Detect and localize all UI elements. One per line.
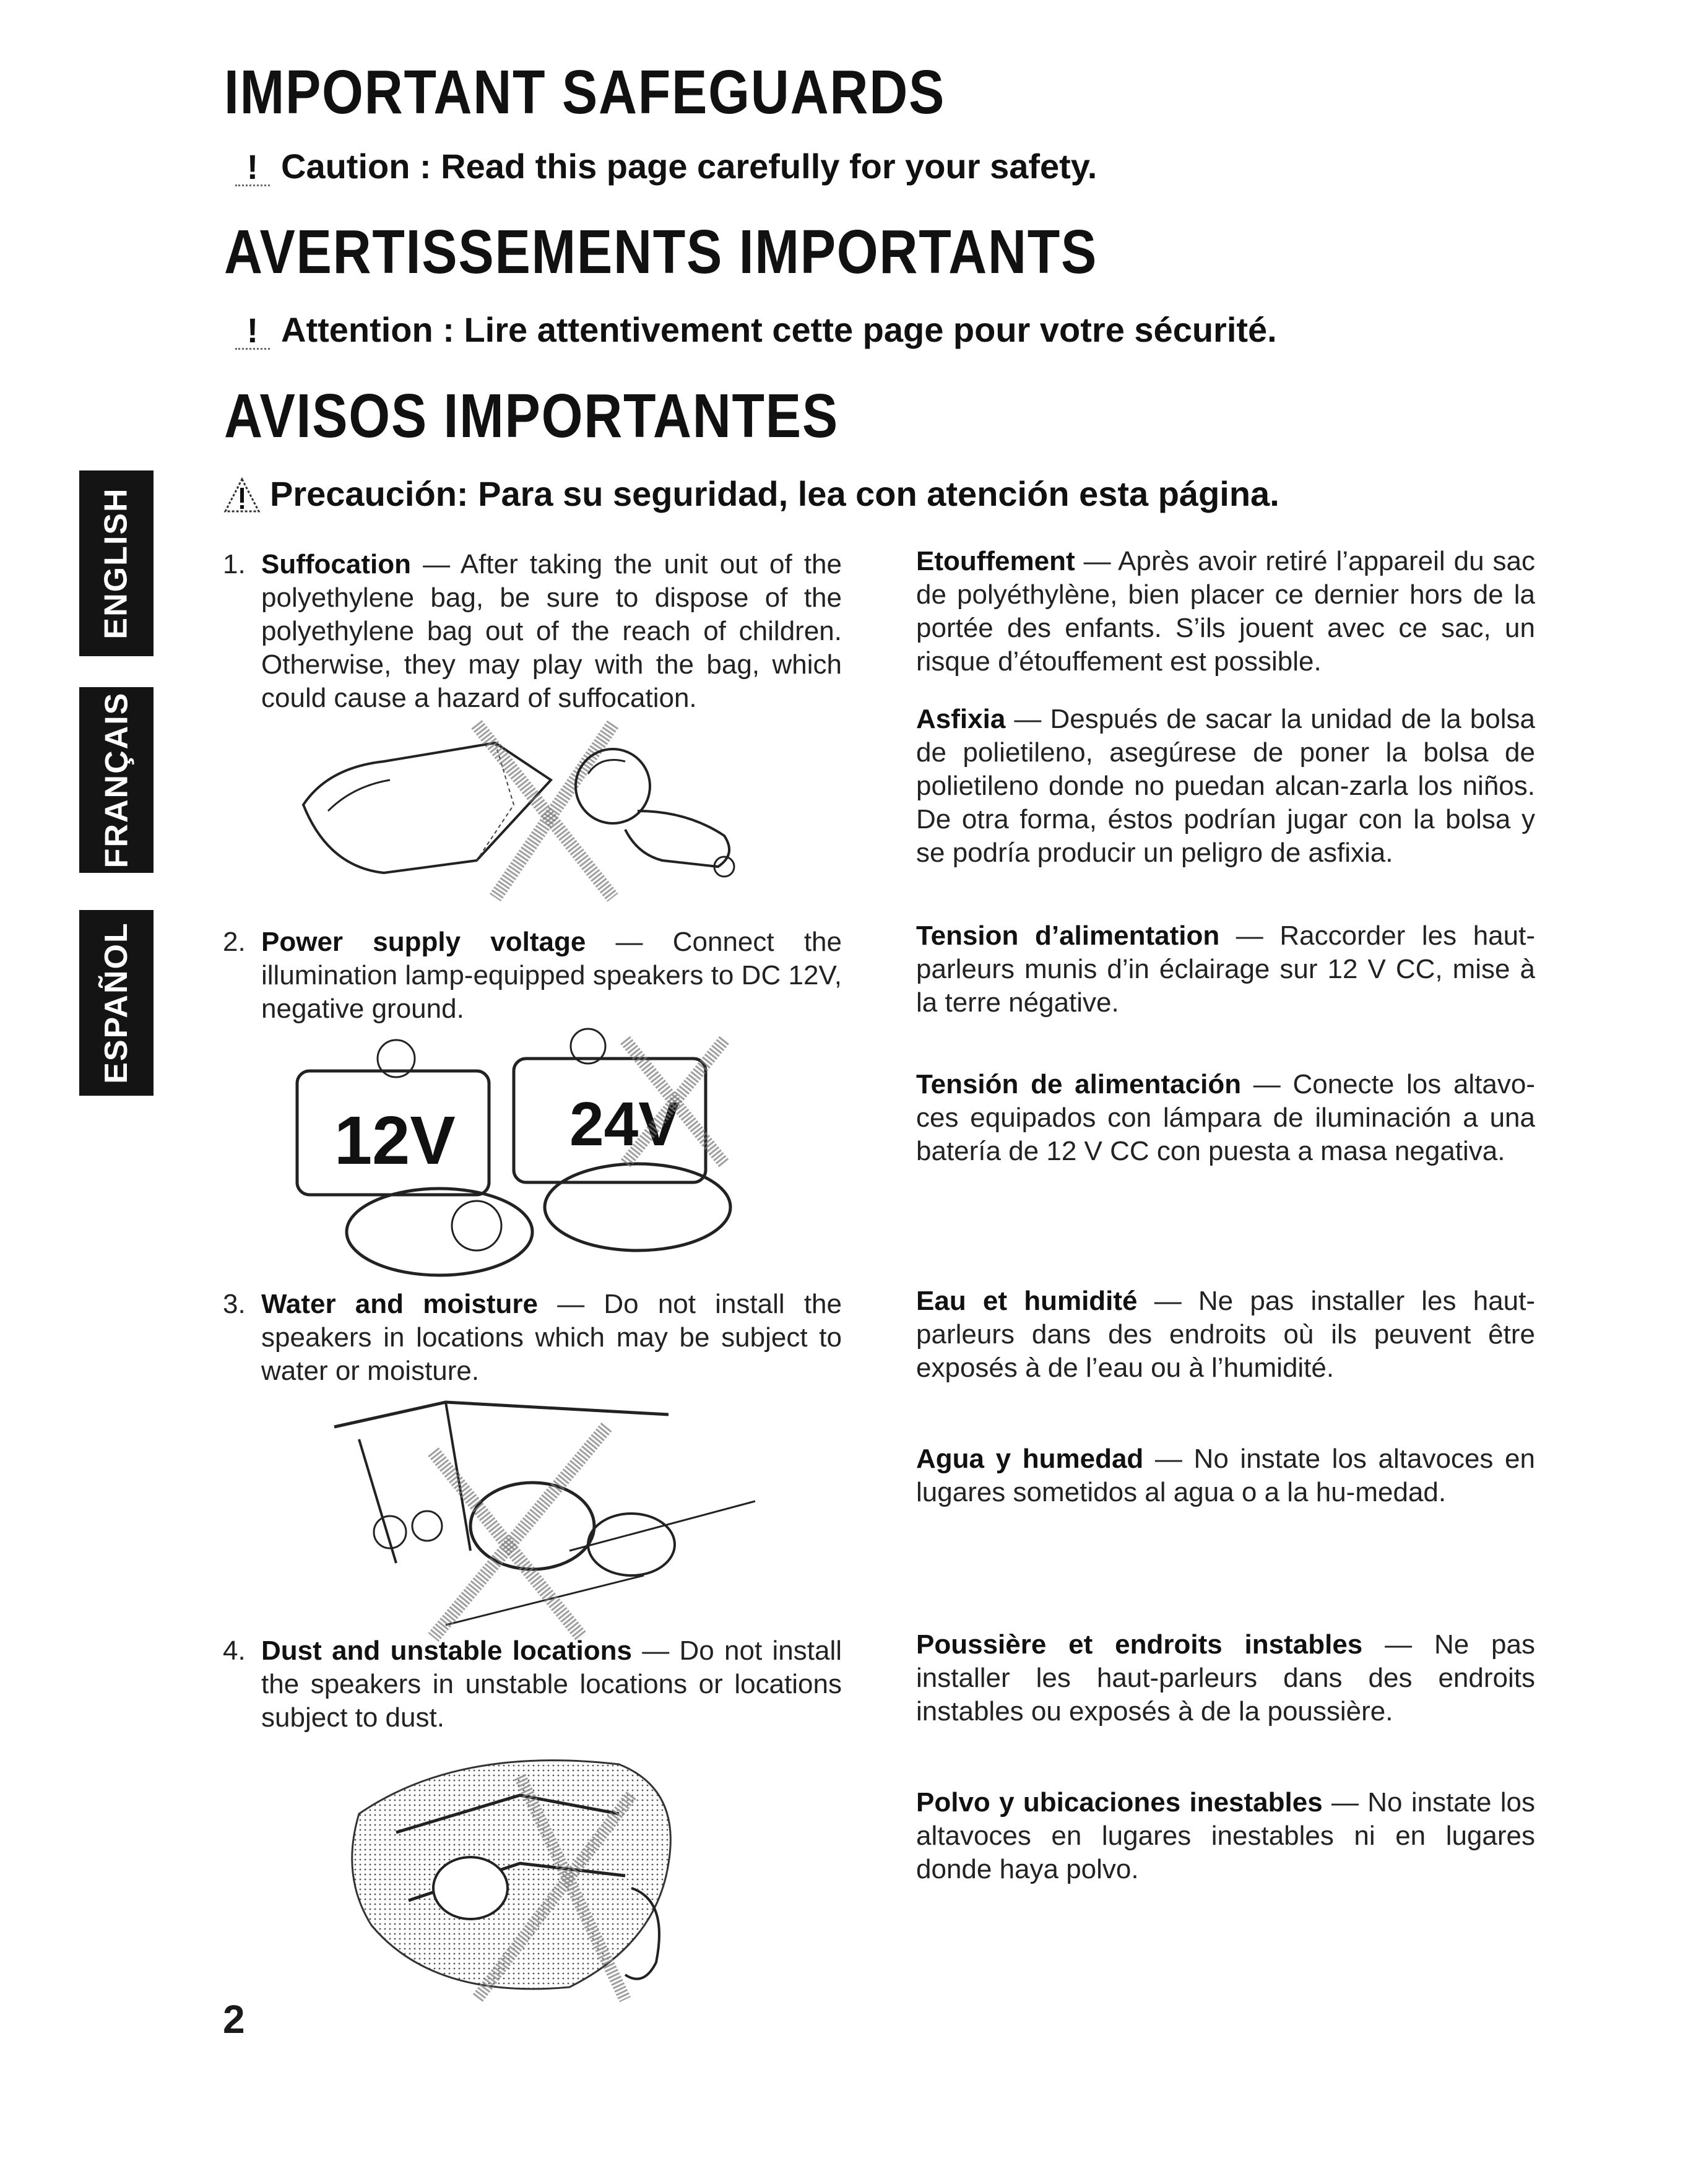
tab-english [79,470,154,656]
item-title: Dust and unstable locations [261,1636,632,1666]
battery-12v-label: 12V [334,1103,456,1179]
item-title: Power supply voltage [261,927,586,957]
item-dust-en [223,1634,842,1735]
item-power-es [916,1068,1535,1168]
item-dust-es [916,1786,1535,1886]
item-number: 3. [223,1289,246,1319]
heading-english: IMPORTANT SAFEGUARDS [224,58,946,127]
item-title: Tensión de alimentación [916,1069,1242,1099]
item-suffocation-es [916,703,1535,870]
item-text: — Après avoir retiré l’appareil du sac de polyéthylène, bien placer ce dernier hors de la portée des enfants. S’ils jouent avec ce sac, un risque d’étouffement est possible. [916,546,1535,677]
item-text: — Después de sacar la unidad de la bolsa de polietileno, asegúrese de poner la bolsa de polietileno donde no puedan alcan-zarla los niños. De otra forma, éstos podrían jugar con la bolsa y se podría producir un peligro de asfixia. [916,704,1535,868]
item-text: — Do not install the speakers in locations which may be subject to water or moisture. [261,1289,842,1386]
item-text: — Do not install the speakers in unstable locations or locations subject to dust. [261,1636,842,1733]
caution-french [235,310,1277,350]
caution-english-text: Caution : Read this page carefully for your safety. [281,147,1097,186]
item-suffocation-fr [916,545,1535,678]
item-title: Polvo y ubicaciones inestables [916,1787,1323,1818]
tab-francais [79,687,154,873]
battery-24v-label: 24V [569,1090,680,1159]
dust-location-illustration [334,1740,706,2006]
item-dust-fr [916,1628,1535,1728]
tab-espanol-label: ESPAÑOL [98,922,135,1084]
item-text: — After taking the unit out of the polyethylene bag, be sure to dispose of the polyethylene bag out of the reach of children. Otherwise, they may play with the bag, which could cause a hazard of suffocation. [261,549,842,713]
item-power-en [223,925,842,1026]
caution-spanish [223,474,1279,514]
item-number: 4. [223,1636,246,1666]
caution-english [235,146,1097,186]
power-supply-illustration [291,1021,774,1281]
caution-mark-icon: ! [235,313,270,350]
item-water-es [916,1442,1535,1509]
item-title: Asfixia [916,704,1006,734]
heading-spanish: AVISOS IMPORTANTES [224,381,839,451]
suffocation-illustration [291,718,761,904]
tab-francais-label: FRANÇAIS [98,691,135,869]
item-text: — Conecte los altavo-ces equipados con lámpara de iluminación a una batería de 12 V CC con puesta a masa negativa. [916,1069,1536,1166]
water-moisture-illustration [322,1390,768,1650]
item-suffocation-en [223,548,842,715]
warning-triangle-icon [223,477,261,514]
item-text: — Raccorder les haut-parleurs munis d’in éclairage sur 12 V CC, mise à la terre négative. [916,921,1535,1018]
item-water-fr [916,1285,1535,1385]
item-title: Etouffement [916,546,1075,576]
item-water-en [223,1288,842,1388]
item-title: Eau et humidité [916,1286,1138,1316]
item-number: 1. [223,549,246,579]
item-text: — No instate los altavoces en lugares inestables ni en lugares donde haya polvo. [916,1787,1536,1884]
tab-espanol [79,910,154,1096]
item-title: Agua y humedad [916,1444,1144,1474]
item-text: — No instate los altavoces en lugares sometidos al agua o a la hu-medad. [916,1444,1535,1507]
item-title: Water and moisture [261,1289,539,1319]
item-title: Suffocation [261,549,411,579]
item-text: — Ne pas installer les haut-parleurs dans des endroits où ils peuvent être exposés à de l’eau ou à l’humidité. [916,1286,1536,1383]
caution-mark-icon: ! [235,150,270,186]
item-title: Poussière et endroits instables [916,1629,1363,1660]
heading-french: AVERTISSEMENTS IMPORTANTS [224,217,1098,287]
page-number: 2 [223,1997,245,2042]
item-text: — Connect the illumination lamp-equipped speakers to DC 12V, negative ground. [261,927,842,1024]
item-title: Tension d’alimentation [916,921,1220,951]
tab-english-label: ENGLISH [98,487,135,639]
item-text: — Ne pas installer les haut-parleurs dans des endroits instables ou exposés à de la poussière. [916,1629,1535,1727]
caution-french-text: Attention : Lire attentivement cette page pour votre sécurité. [281,310,1277,349]
item-number: 2. [223,927,246,957]
caution-spanish-text: Precaución: Para su seguridad, lea con atención esta página. [270,474,1279,513]
item-power-fr [916,919,1535,1020]
